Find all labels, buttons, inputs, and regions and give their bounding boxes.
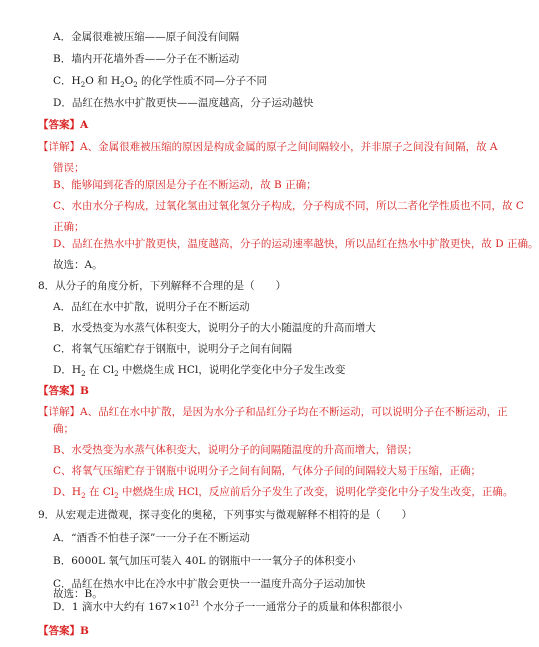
option-b: B．6000L 氧气加压可装入 40L 的钢瓶中一一氧分子的体积变小 [53,555,356,567]
detail-line: 【详解】A、品红在水中扩散，是因为水分子和品红分子均在不断运动，可以说明分子在不断运动，正 [38,406,508,418]
detail-line: C、将氧气压缩贮存于钢瓶中说明分子之间有间隔，气体分子间的间隔较大易于压缩，正确； [53,465,482,477]
option-d: D．1 滴水中大约有 $167\times 10^{21}$ 个水分子一一通常分子的质量和体积都很小 [53,599,403,613]
detail-line: D、品红在热水中扩散更快，温度越高，分子的运动速率越快，所以品红在热水中扩散更快，故 D 正确。 [53,238,539,250]
option-a: A．品红在水中扩散，说明分子在不断运动 [53,301,250,313]
detail-line: B、水受热变为水蒸气体积变大，说明分子的间隔随温度的升高而增大，错误； [53,444,418,456]
detail-line: 确； [53,423,74,435]
detail-line: 错误； [53,162,85,174]
detail-line: C、水由水分子构成，过氧化氢由过氧化氢分子构成，分子构成不同，所以二者化学性质也不同，故 C [53,200,524,212]
option-b: B．墙内开花墙外香——分子在不断运动 [53,53,240,65]
detail-line: B、能够闻到花香的原因是分子在不断运动，故 B 正确； [53,179,317,191]
option-a: A．金属很难被压缩——原子间没有间隔 [53,31,240,43]
detail-line: 正确； [53,221,85,233]
detail-line: D、$H_2$ 在 $Cl_2$ 中燃烧生成 HCl，反应前后分子发生了改变，说明化学变化中分子发生改变，正确。 [53,486,514,501]
question-stem: 9．从宏观走进微观，探寻变化的奥秘，下列事实与微观解释不相符的是（ ） [38,509,413,521]
answer-label: 【答案】B [38,385,89,397]
option-c: C．品红在热水中比在冷水中扩散会更快一一温度升高分子运动加快 [53,578,366,590]
conclusion: 故选：B。 [53,588,103,600]
option-d: D．品红在热水中扩散更快——温度越高，分子运动越快 [53,97,314,109]
option-c: C．将氧气压缩贮存于钢瓶中，说明分子之间有间隔 [53,343,293,355]
option-c: C．$H_2O$ 和 $H_2O_2$ 的化学性质不同—分子不同 [53,75,268,90]
question-stem: 8．从分子的角度分析，下列解释不合理的是（ ） [38,280,287,292]
option-b: B．水受热变为水蒸气体积变大，说明分子的大小随温度的升高而增大 [53,322,376,334]
answer-label: 【答案】B [38,625,89,637]
option-a: A．“酒香不怕巷子深”一一分子在不断运动 [53,532,250,544]
detail-line: 【详解】A、金属很难被压缩的原因是构成金属的原子之间间隔较小，并非原子之间没有间隔，故 A [38,141,498,153]
answer-label: 【答案】A [38,119,89,131]
option-d: D．$H_2$ 在 $Cl_2$ 中燃烧生成 HCl，说明化学变化中分子发生改变 [53,364,346,379]
conclusion: 故选：A。 [53,259,103,271]
